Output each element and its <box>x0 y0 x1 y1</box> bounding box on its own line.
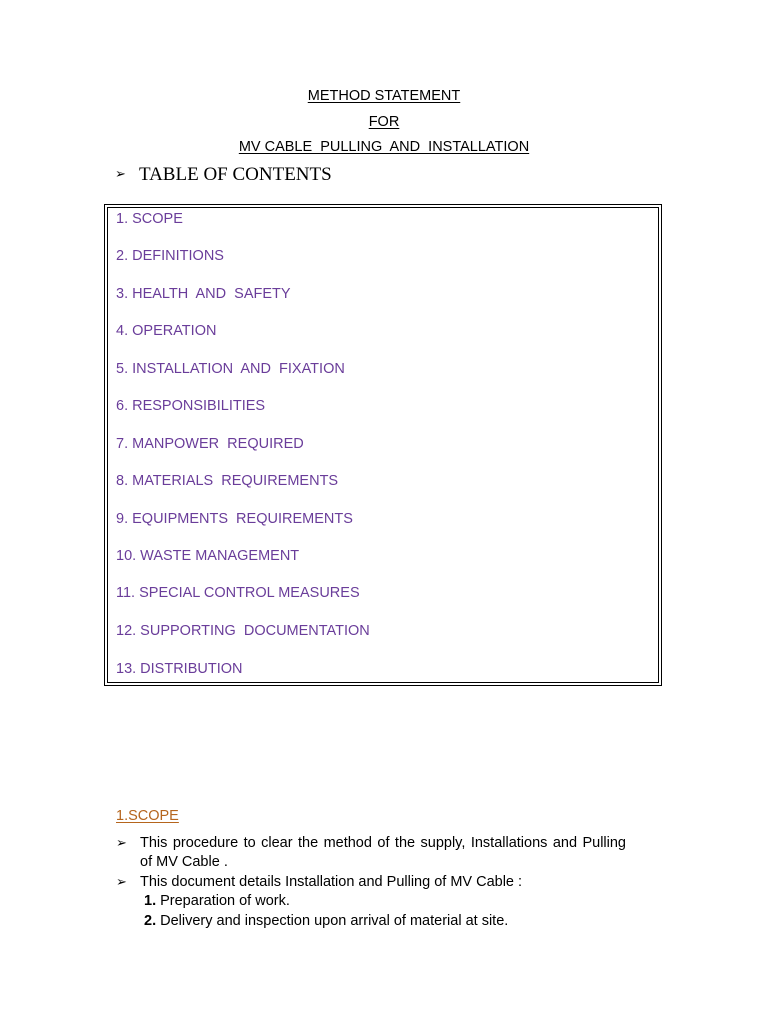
title-text: METHOD STATEMENT <box>307 88 461 104</box>
bullet-text: This procedure to clear the method of the supply, Installations and Pulling of MV Cable . <box>140 835 626 870</box>
item-number: 1. <box>144 893 157 909</box>
toc-item-manpower: 7. MANPOWER REQUIRED <box>116 436 304 452</box>
arrow-bullet-icon: ➢ <box>116 875 127 890</box>
toc-item-operation: 4. OPERATION <box>116 323 217 339</box>
document-title-line-2 <box>0 113 768 131</box>
scope-bullet-1 <box>116 834 626 872</box>
toc-item-installation-fixation: 5. INSTALLATION AND FIXATION <box>116 361 345 377</box>
bullet-text: This document details Installation and Pulling of MV Cable : <box>140 874 523 890</box>
toc-heading-text: TABLE OF CONTENTS <box>139 164 332 185</box>
toc-item-materials: 8. MATERIALS REQUIREMENTS <box>116 473 339 489</box>
document-title-line-3 <box>0 138 768 156</box>
toc-item-special-control: 11. SPECIAL CONTROL MEASURES <box>116 585 360 601</box>
item-number: 2. <box>144 913 157 929</box>
toc-item-supporting-docs: 12. SUPPORTING DOCUMENTATION <box>116 623 370 639</box>
toc-item-distribution: 13. DISTRIBUTION <box>116 661 243 677</box>
scope-bullet-2 <box>116 873 626 892</box>
toc-item-scope: 1. SCOPE <box>116 211 183 227</box>
item-text: Delivery and inspection upon arrival of material at site. <box>156 913 509 929</box>
title-text: FOR <box>368 114 400 130</box>
toc-item-health-safety: 3. HEALTH AND SAFETY <box>116 286 291 302</box>
toc-item-definitions: 2. DEFINITIONS <box>116 248 224 264</box>
arrow-bullet-icon: ➢ <box>116 836 127 851</box>
toc-item-equipments: 9. EQUIPMENTS REQUIREMENTS <box>116 511 353 527</box>
toc-item-responsibilities: 6. RESPONSIBILITIES <box>116 398 266 414</box>
item-text: Preparation of work. <box>156 893 290 909</box>
toc-heading <box>115 163 332 187</box>
document-title-line-1 <box>0 87 768 105</box>
toc-item-waste-management: 10. WASTE MANAGEMENT <box>116 548 300 564</box>
section-heading-scope: 1.SCOPE <box>116 808 179 824</box>
scope-numbered-item-1 <box>144 892 290 911</box>
title-text: MV CABLE PULLING AND INSTALLATION <box>238 139 530 155</box>
scope-numbered-item-2 <box>144 912 508 931</box>
arrow-bullet-icon: ➢ <box>115 167 126 182</box>
